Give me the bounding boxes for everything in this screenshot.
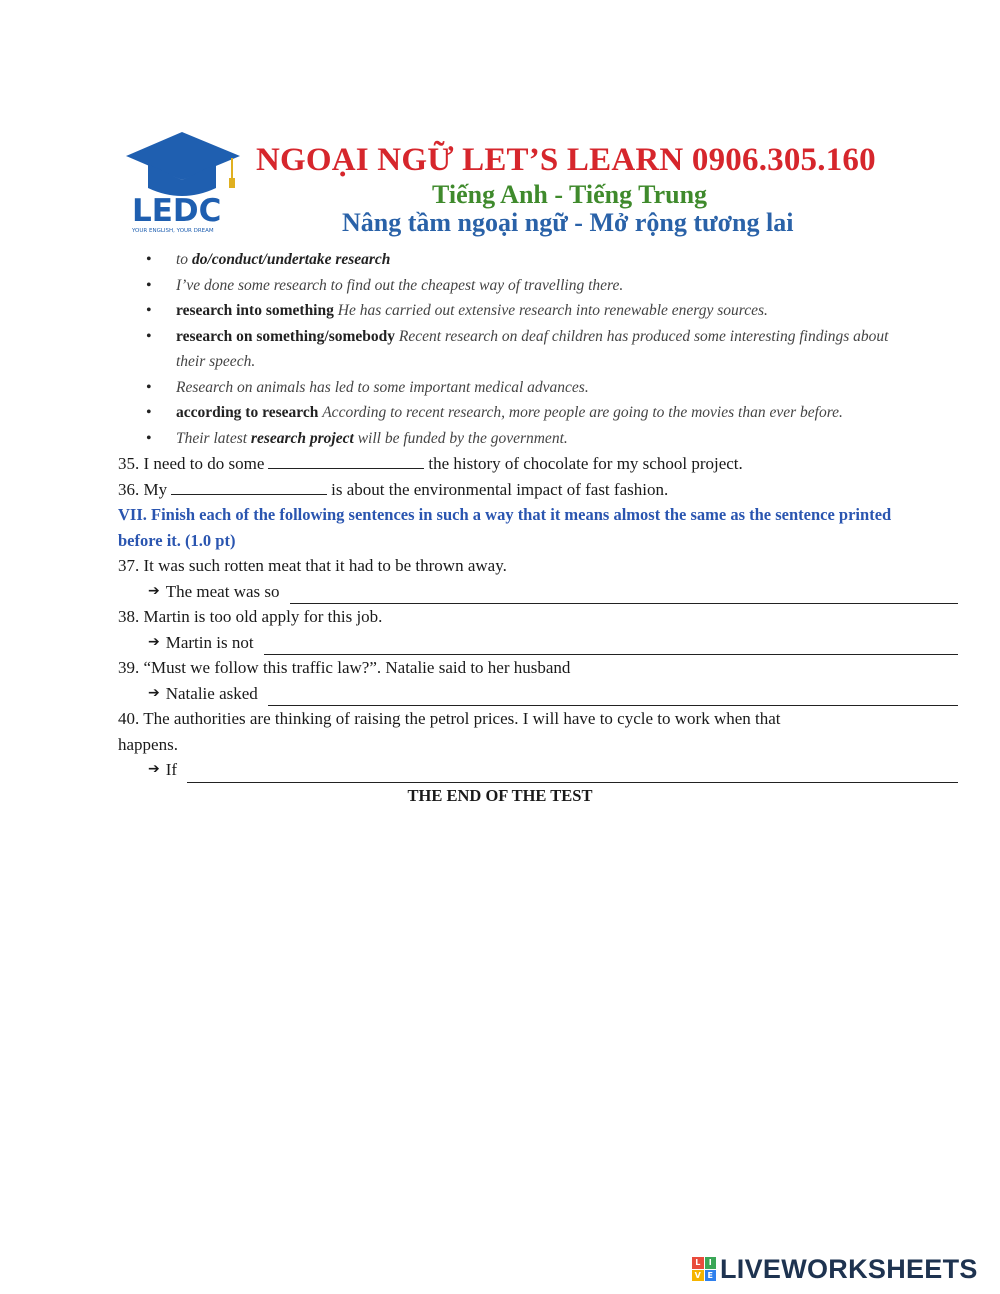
answer-row-37: ➔ The meat was so bbox=[118, 579, 958, 605]
arrow-icon: ➔ bbox=[148, 582, 160, 599]
list-item bbox=[118, 375, 896, 401]
question-37: 37. It was such rotten meat that it had to be thrown away. bbox=[118, 556, 507, 575]
question-39: 39. “Must we follow this traffic law?”. Natalie said to her husband bbox=[118, 658, 571, 677]
example: Recent research on deaf children has produced some interesting findings about their speech. bbox=[176, 327, 889, 370]
example: I’ve done some research to find out the cheapest way of travelling there. bbox=[176, 276, 624, 294]
question-38: 38. Martin is too old apply for this job. bbox=[118, 607, 383, 626]
badge-letter: V bbox=[692, 1270, 704, 1282]
brand-title: NGOẠI NGỮ LET’S LEARN 0906.305.160 bbox=[256, 142, 876, 178]
answer-blank-40[interactable] bbox=[187, 764, 958, 783]
keyword: do/conduct/undertake research bbox=[191, 251, 391, 268]
list-item bbox=[118, 324, 896, 375]
section-title: VII. Finish each of the following sentences in such a way that it means almost the same as the sentence printed before it. (1.0 pt) bbox=[118, 505, 892, 550]
answer-row-40: ➔ If bbox=[118, 757, 958, 783]
question-35: 35. I need to do some the history of chocolate for my school project. bbox=[118, 454, 743, 473]
question-36: 36. My is about the environmental impact of fast fashion. bbox=[118, 479, 669, 499]
arrow-icon: ➔ bbox=[148, 684, 160, 701]
list-item: • Their latest research project will be funded by the government. bbox=[118, 426, 896, 452]
badge-letter: L bbox=[692, 1257, 704, 1269]
list-item: • to do/conduct/undertake research bbox=[118, 247, 896, 273]
answer-blank-39[interactable] bbox=[268, 687, 958, 706]
footer-brand-text: LIVEWORKSHEETS bbox=[720, 1253, 978, 1284]
example: Research on animals has led to some important medical advances. bbox=[176, 378, 589, 396]
badge-letter: E bbox=[705, 1270, 717, 1282]
brand-languages: Tiếng Anh - Tiếng Trung bbox=[432, 180, 708, 209]
answer-blank-38[interactable] bbox=[264, 636, 958, 655]
logo-text: LEDC bbox=[132, 193, 222, 229]
list-item bbox=[118, 298, 896, 324]
answer-blank-35[interactable] bbox=[268, 452, 424, 469]
keyword: research into something bbox=[176, 302, 334, 319]
liveworksheets-brand bbox=[692, 1253, 978, 1285]
end-of-test: THE END OF THE TEST bbox=[407, 785, 593, 805]
keyword: research on something/somebody bbox=[176, 327, 396, 345]
answer-row-38: ➔ Martin is not bbox=[118, 630, 958, 656]
arrow-icon: ➔ bbox=[148, 761, 160, 777]
answer-blank-37[interactable] bbox=[290, 585, 958, 604]
liveworksheets-logo-icon bbox=[692, 1257, 716, 1281]
keyword: research project bbox=[250, 429, 354, 447]
answer-blank-36[interactable] bbox=[171, 478, 327, 495]
graduation-cap-icon bbox=[126, 132, 240, 180]
list-item bbox=[118, 400, 896, 426]
question-40: 40. The authorities are thinking of raising the petrol prices. I will have to cycle to work when that happens. bbox=[118, 709, 781, 754]
badge-letter: I bbox=[705, 1257, 717, 1269]
ledc-logo bbox=[120, 128, 245, 236]
brand-slogan: Nâng tầm ngoại ngữ - Mở rộng tương lai bbox=[342, 208, 794, 237]
example: He has carried out extensive research into renewable energy sources. bbox=[337, 302, 768, 319]
answer-row-39: ➔ Natalie asked bbox=[118, 681, 958, 707]
example: According to recent research, more people are going to the movies than ever before. bbox=[322, 404, 843, 421]
tassel-icon bbox=[229, 178, 235, 188]
keyword: according to research bbox=[176, 404, 319, 421]
logo-tagline: YOUR ENGLISH, YOUR DREAM bbox=[132, 228, 214, 234]
list-item bbox=[118, 273, 896, 299]
header bbox=[120, 128, 900, 238]
worksheet-content bbox=[118, 247, 958, 808]
vocabulary-notes bbox=[118, 247, 958, 451]
arrow-icon: ➔ bbox=[148, 633, 160, 650]
